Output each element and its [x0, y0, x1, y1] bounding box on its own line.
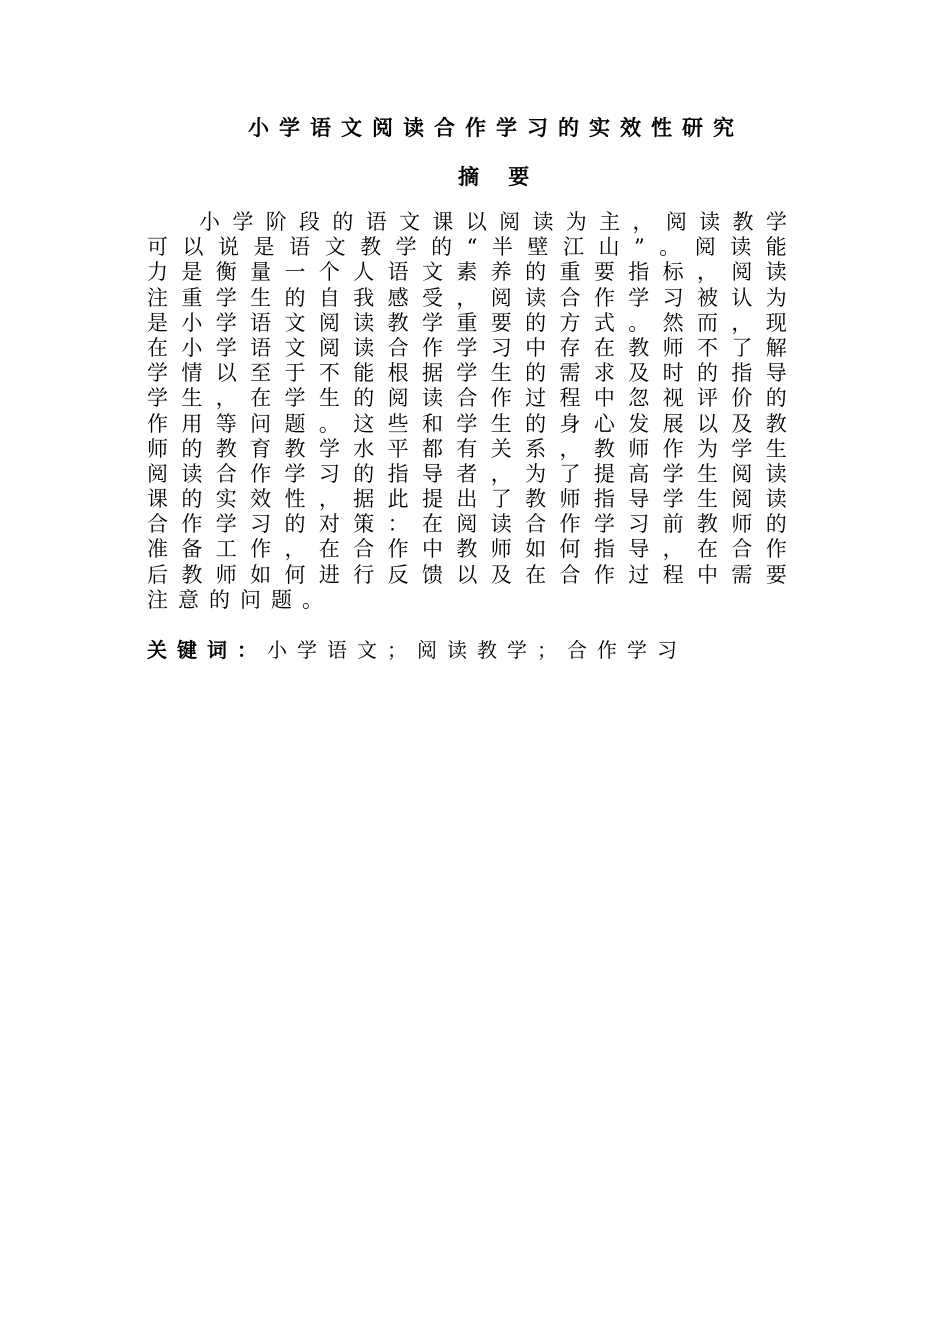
abstract-body	[147, 210, 787, 613]
abstract-line: 学 生 ， 在 学 生 的 阅 读 合 作 过 程 中 忽 视 评 价 的	[147, 386, 787, 411]
abstract-line: 后 教 师 如 何 进 行 反 馈 以 及 在 合 作 过 程 中 需 要	[147, 562, 787, 587]
page-title: 小学语文阅读合作学习的实效性研究	[248, 116, 744, 140]
keywords	[147, 636, 687, 664]
keywords-label: 关键词：	[147, 638, 267, 662]
abstract-line: 课 的 实 效 性 ， 据 此 提 出 了 教 师 指 导 学 生 阅 读	[147, 487, 787, 512]
abstract-line: 在 小 学 语 文 阅 读 合 作 学 习 中 存 在 教 师 不 了 解	[147, 335, 787, 360]
keywords-text: 小学语文；阅读教学；合作学习	[267, 638, 687, 662]
abstract-line: 师 的 教 育 教 学 水 平 都 有 关 系 ， 教 师 作 为 学 生	[147, 436, 787, 461]
abstract-line: 作 用 等 问 题 。 这 些 和 学 生 的 身 心 发 展 以 及 教	[147, 411, 787, 436]
abstract-line: 合 作 学 习 的 对 策 ： 在 阅 读 合 作 学 习 前 教 师 的	[147, 512, 787, 537]
abstract-line: 准 备 工 作 ， 在 合 作 中 教 师 如 何 指 导 ， 在 合 作	[147, 537, 787, 562]
abstract-line: 学 情 以 至 于 不 能 根 据 学 生 的 需 求 及 时 的 指 导	[147, 361, 787, 386]
abstract-line: 注 意 的 问 题 。	[147, 587, 323, 612]
abstract-line: 阅 读 合 作 学 习 的 指 导 者 ， 为 了 提 高 学 生 阅 读	[147, 461, 787, 486]
abstract-line: 可 以 说 是 语 文 教 学 的 “ 半 壁 江 山 ” 。 阅 读 能	[147, 235, 787, 260]
abstract-line: 力 是 衡 量 一 个 人 语 文 素 养 的 重 要 指 标 ， 阅 读	[147, 260, 787, 285]
abstract-heading: 摘 要	[458, 165, 530, 189]
abstract-line: 小 学 阶 段 的 语 文 课 以 阅 读 为 主 ， 阅 读 教 学	[199, 210, 787, 234]
abstract-line: 是 小 学 语 文 阅 读 教 学 重 要 的 方 式 。 然 而 ， 现	[147, 310, 787, 335]
abstract-line: 注 重 学 生 的 自 我 感 受 ， 阅 读 合 作 学 习 被 认 为	[147, 285, 787, 310]
